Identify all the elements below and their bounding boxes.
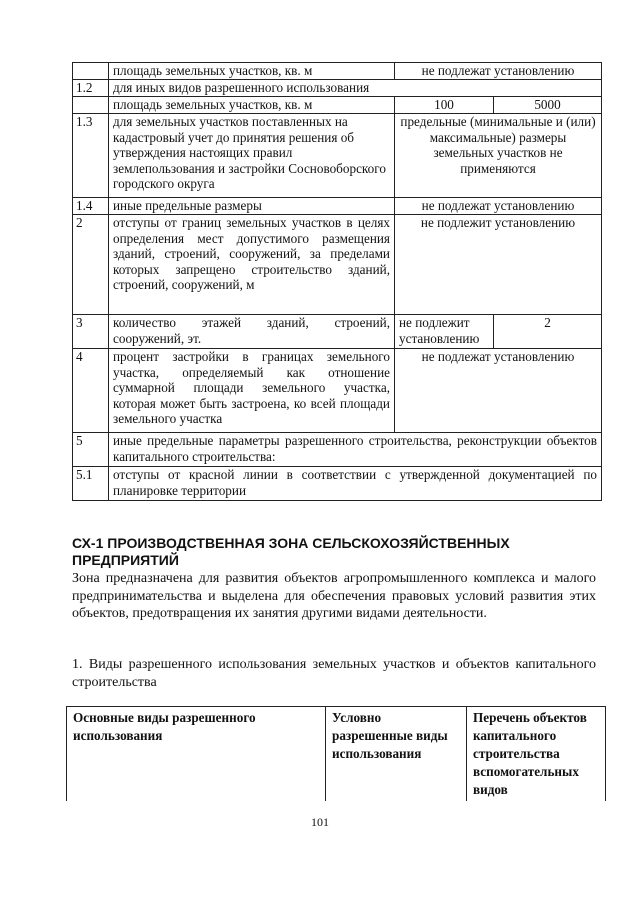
row-value-min: 100 bbox=[395, 97, 494, 114]
row-number: 1.4 bbox=[73, 198, 109, 215]
header-main-uses: Основные виды разрешенного использования bbox=[67, 707, 326, 802]
row-text: иные предельные размеры bbox=[109, 198, 395, 215]
row-number: 5.1 bbox=[73, 467, 109, 501]
table-row bbox=[73, 63, 602, 80]
row-text: количество этажей зданий, строений, сооружений, эт. bbox=[109, 315, 395, 349]
row-number: 1.3 bbox=[73, 114, 109, 198]
table-row bbox=[73, 215, 602, 315]
row-value: не подлежит установлению bbox=[395, 215, 602, 315]
numbered-item: 1. Виды разрешенного использования земельных участков и объектов капитального строительства bbox=[72, 657, 596, 690]
table-row bbox=[73, 198, 602, 215]
table-row bbox=[73, 80, 602, 97]
row-number: 4 bbox=[73, 349, 109, 433]
row-number: 3 bbox=[73, 315, 109, 349]
row-number: 5 bbox=[73, 433, 109, 467]
table-row bbox=[73, 467, 602, 501]
row-text: для земельных участков поставленных на кадастровый учет до принятия решения об утверждения настоящих правил землепользования и застройки Сосновоборского городского округа bbox=[109, 114, 395, 198]
row-number bbox=[73, 97, 109, 114]
row-text: отступы от красной линии в соответствии с утвержденной документацией по планировке территории bbox=[109, 467, 602, 501]
permitted-uses-table bbox=[66, 706, 606, 801]
header-conditional-uses: Условно разрешенные виды использования bbox=[326, 707, 467, 802]
page-number: 101 bbox=[311, 815, 329, 829]
table-row bbox=[73, 97, 602, 114]
row-text: площадь земельных участков, кв. м bbox=[109, 63, 395, 80]
row-text: для иных видов разрешенного использования bbox=[109, 80, 602, 97]
row-number: 1.2 bbox=[73, 80, 109, 97]
row-text: площадь земельных участков, кв. м bbox=[109, 97, 395, 114]
header-auxiliary-objects: Перечень объектов капитального строительства вспомогательных видов bbox=[467, 707, 606, 802]
table-header-row bbox=[67, 707, 606, 802]
row-number: 2 bbox=[73, 215, 109, 315]
row-value: предельные (минимальные и (или) максимальные) размеры земельных участков не применяются bbox=[395, 114, 602, 198]
row-value-max: 2 bbox=[494, 315, 602, 349]
parameters-table bbox=[72, 62, 602, 501]
row-text: отступы от границ земельных участков в целях определения мест допустимого размещения зданий, строений, сооружений, за пределами которых запрещено строительство зданий, строений, сооружений, м bbox=[109, 215, 395, 315]
row-text: процент застройки в границах земельного участка, определяемый как отношение суммарной площади земельного участка, которая может быть застроена, ко всей площади земельного участка bbox=[109, 349, 395, 433]
row-value: не подлежат установлению bbox=[395, 198, 602, 215]
row-value: не подлежат установлению bbox=[395, 63, 602, 80]
table-row bbox=[73, 114, 602, 198]
table-row bbox=[73, 433, 602, 467]
section-heading: СХ-1 ПРОИЗВОДСТВЕННАЯ ЗОНА СЕЛЬСКОХОЗЯЙСТВЕННЫХ ПРЕДПРИЯТИЙ bbox=[72, 535, 510, 568]
row-value: не подлежат установлению bbox=[395, 349, 602, 433]
table-row bbox=[73, 349, 602, 433]
table-row bbox=[73, 315, 602, 349]
row-value-max: 5000 bbox=[494, 97, 602, 114]
row-number bbox=[73, 63, 109, 80]
row-value-min: не подлежит установлению bbox=[395, 315, 494, 349]
section-paragraph: Зона предназначена для развития объектов агропромышленного комплекса и малого предпринимательства и выделена для обеспечения правовых условий развития этих объектов, предотвращения их занятия другими видами деятельности. bbox=[72, 571, 596, 621]
row-text: иные предельные параметры разрешенного строительства, реконструкции объектов капитального строительства: bbox=[109, 433, 602, 467]
